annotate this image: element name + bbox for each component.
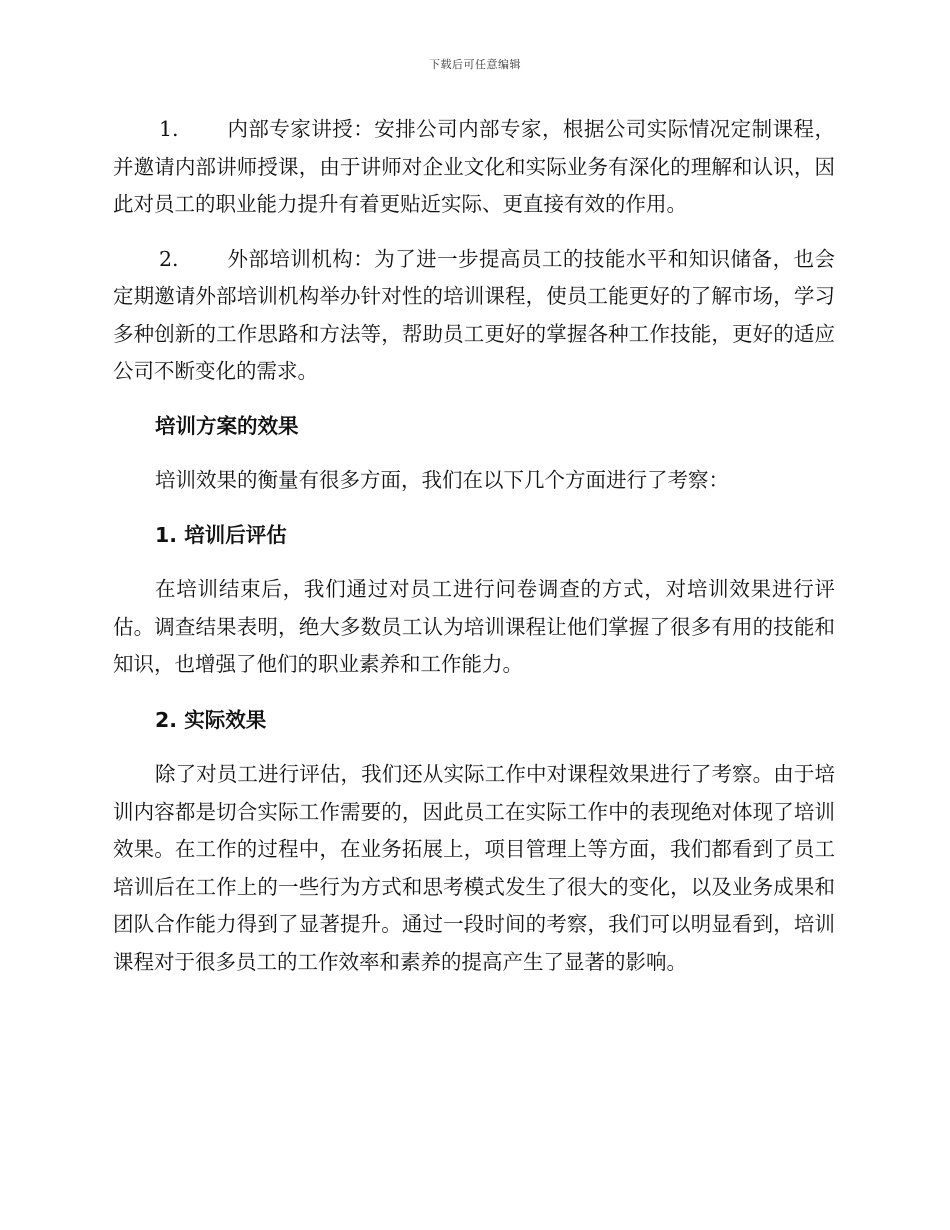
evaluation-paragraph: 在培训结束后，我们通过对员工进行问卷调查的方式，对培训效果进行评估。调查结果表明，绝大多数员工认为培训课程让他们掌握了很多有用的技能和知识，也增强了他们的职业素养和工作能力。 [113,577,835,676]
item-text: 内部专家讲授：安排公司内部专家，根据公司实际情况定制课程，并邀请内部讲师授课，由于讲师对企业文化和实际业务有深化的理解和认识，因此对员工的职业能力提升有着更贴近实际、更直接有效的作用。 [113,117,835,216]
item-text: 外部培训机构：为了进一步提高员工的技能水平和知识储备，也会定期邀请外部培训机构举办针对性的培训课程，使员工能更好的了解市场，学习多种创新的工作思路和方法等，帮助员工更好的掌握各种工作技能，更好的适应公司不断变化的需求。 [113,246,835,383]
subheading-evaluation: 1. 培训后评估 [155,522,287,547]
effect-intro-paragraph: 培训效果的衡量有很多方面，我们在以下几个方面进行了考察： [155,468,729,492]
page-header: 下载后可任意编辑 [429,58,521,71]
item-number: 2. [159,246,179,271]
numbered-item-2 [113,241,835,391]
document-body [113,111,835,981]
actual-effect-paragraph: 除了对员工进行评估，我们还从实际工作中对课程效果进行了考察。由于培训内容都是切合实际工作需要的，因此员工在实际工作中的表现绝对体现了培训效果。在工作的过程中，在业务拓展上，项目管理上等方面，我们都看到了员工培训后在工作上的一些行为方式和思考模式发生了很大的变化，以及业务成果和团队合作能力得到了显著提升。通过一段时间的考察，我们可以明显看到，培训课程对于很多员工的工作效率和素养的提高产生了显著的影响。 [113,762,835,974]
subheading-actual-effect: 2. 实际效果 [155,707,267,732]
section-heading-effect: 培训方案的效果 [155,413,299,438]
numbered-item-1 [113,111,835,224]
item-number: 1. [159,117,179,141]
